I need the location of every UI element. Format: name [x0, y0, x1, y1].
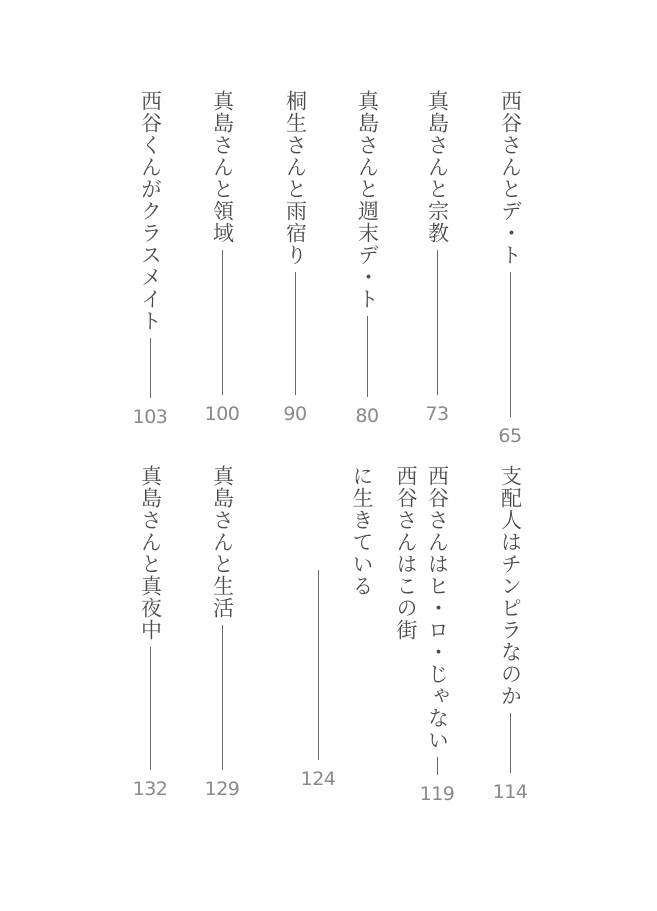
page-number: 132	[132, 778, 168, 800]
toc-entry-title: 真島さんと真夜中	[138, 465, 163, 641]
page-number: 114	[492, 781, 528, 803]
leader-line	[318, 570, 319, 760]
leader-line	[150, 338, 151, 398]
page-number: 129	[204, 778, 240, 800]
leader-line	[150, 647, 151, 770]
leader-line	[222, 250, 223, 395]
page-number: 80	[355, 405, 379, 427]
page-number: 124	[300, 768, 336, 790]
leader-line	[295, 272, 296, 395]
toc-entry-title: 支配人はチンピラなのか	[498, 465, 523, 707]
leader-line	[437, 250, 438, 395]
page-number: 103	[132, 406, 168, 428]
toc-entry[interactable]	[125, 90, 175, 428]
toc-entry-title: 真島さんと領域	[210, 90, 235, 244]
toc-entry[interactable]	[412, 90, 462, 425]
toc-entry[interactable]	[270, 90, 320, 425]
toc-entry-title: 西谷さんはこの街に生きている	[350, 465, 418, 641]
toc-entry-title: 真島さんと生活	[210, 465, 235, 619]
toc-entry[interactable]	[485, 465, 535, 803]
toc-entry-title: 真島さんと宗教	[425, 90, 450, 244]
page-number: 73	[425, 403, 449, 425]
toc-entry[interactable]	[485, 90, 535, 447]
toc-entry-title: 桐生さんと雨宿り	[283, 90, 308, 266]
toc-entry[interactable]	[197, 465, 247, 800]
leader-line	[510, 272, 511, 417]
toc-entry[interactable]	[197, 90, 247, 425]
toc-entry-title: 西谷さんはヒ・ロ・じゃない	[425, 465, 450, 751]
leader-line	[437, 757, 438, 775]
leader-line	[367, 316, 368, 397]
page-number: 65	[498, 425, 522, 447]
toc-entry-title: 西谷さんとデ・ト	[498, 90, 523, 266]
page-number: 100	[204, 403, 240, 425]
toc-entry[interactable]	[342, 90, 392, 427]
leader-line	[222, 625, 223, 770]
page-number: 119	[419, 783, 455, 805]
toc-entry-title: 真島さんと週末デ・ト	[355, 90, 380, 310]
toc-entry[interactable]	[125, 465, 175, 800]
toc-entry-pointer	[293, 570, 343, 790]
leader-line	[510, 713, 511, 773]
toc-entry[interactable]	[340, 465, 418, 665]
page-number: 90	[283, 403, 307, 425]
toc-entry-title: 西谷くんがクラスメイト	[138, 90, 163, 332]
